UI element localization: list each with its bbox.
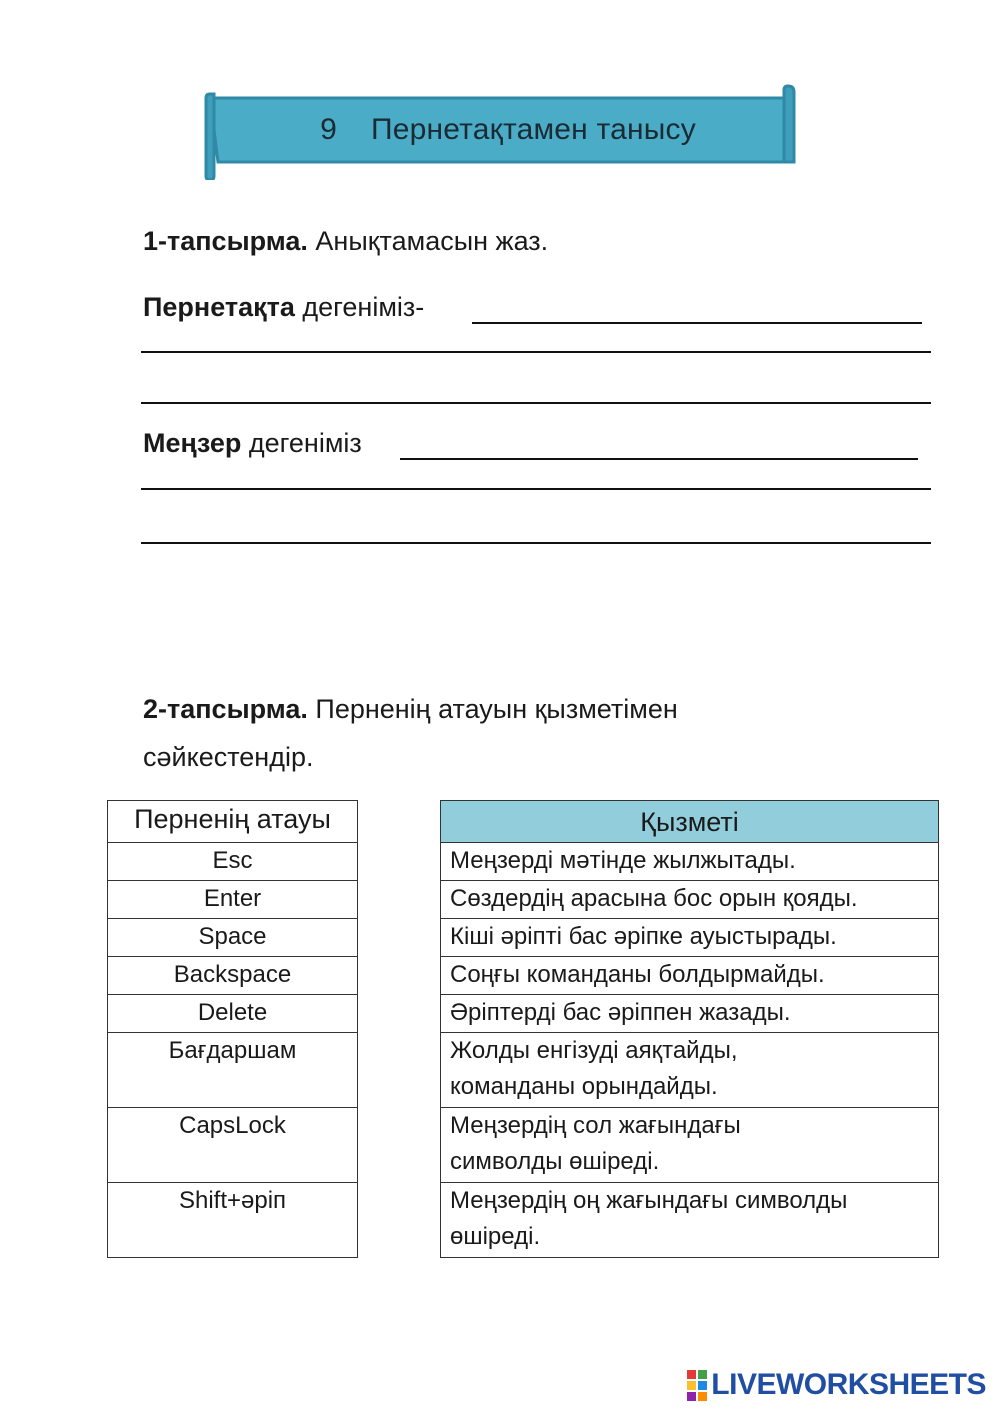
key-cell[interactable]: Backspace — [108, 957, 358, 995]
table-row[interactable] — [108, 1108, 358, 1183]
function-cell[interactable]: Меңзерді мәтінде жылжытады. — [441, 843, 939, 881]
function-line: өшіреді. — [450, 1223, 541, 1250]
function-cell[interactable]: Соңғы команданы болдырмайды. — [441, 957, 939, 995]
lesson-number: 9 — [320, 113, 337, 146]
answer-line-keyboard-1[interactable] — [472, 322, 922, 324]
logo-text: LIVEWORKSHEETS — [711, 1368, 986, 1401]
functions-header: Қызметі — [441, 801, 939, 843]
term-keyboard: Пернетақта — [143, 292, 295, 322]
function-cell[interactable]: Кіші әріпті бас әріпке ауыстырады. — [441, 919, 939, 957]
function-cell[interactable] — [441, 1108, 939, 1183]
table-row[interactable] — [441, 881, 939, 919]
table-row[interactable] — [441, 919, 939, 957]
term-cursor: Меңзер — [143, 428, 242, 458]
function-cell[interactable]: Әріптерді бас әріппен жазады. — [441, 995, 939, 1033]
key-cell[interactable]: Бағдаршам — [108, 1033, 358, 1108]
table-row[interactable] — [441, 1183, 939, 1258]
keys-header-row — [108, 801, 358, 843]
table-row[interactable] — [441, 843, 939, 881]
function-cell[interactable] — [441, 1033, 939, 1108]
functions-table — [440, 800, 939, 1258]
title-banner — [200, 84, 800, 180]
task1-text: Анықтамасын жаз. — [307, 226, 549, 256]
table-row[interactable] — [108, 957, 358, 995]
function-line: Меңзердің оң жағындағы символды — [450, 1187, 848, 1214]
key-cell[interactable]: Enter — [108, 881, 358, 919]
table-row[interactable] — [108, 1183, 358, 1258]
table-row[interactable] — [441, 1108, 939, 1183]
table-row[interactable] — [108, 1033, 358, 1108]
task2-label: 2-тапсырма. — [143, 694, 308, 724]
definition-cursor — [143, 428, 362, 459]
table-row[interactable] — [441, 1033, 939, 1108]
page-title — [228, 98, 788, 162]
table-row[interactable] — [108, 919, 358, 957]
term-keyboard-rest: дегеніміз- — [294, 292, 425, 322]
function-line: команданы орындайды. — [450, 1073, 718, 1100]
answer-line-cursor-1[interactable] — [400, 458, 918, 460]
function-cell[interactable] — [441, 1183, 939, 1258]
key-cell[interactable]: Delete — [108, 995, 358, 1033]
key-cell[interactable]: Shift+әріп — [108, 1183, 358, 1258]
term-cursor-rest: дегеніміз — [241, 428, 362, 458]
task1-label: 1-тапсырма. — [143, 226, 308, 256]
task2-heading-line2: сәйкестендір. — [143, 742, 314, 772]
table-row[interactable] — [108, 881, 358, 919]
function-cell[interactable]: Сөздердің арасына бос орын қояды. — [441, 881, 939, 919]
key-cell[interactable]: Esc — [108, 843, 358, 881]
task2-text: Перненің атауын қызметімен — [307, 694, 678, 724]
table-row[interactable] — [441, 995, 939, 1033]
key-cell[interactable]: Space — [108, 919, 358, 957]
table-row[interactable] — [441, 957, 939, 995]
task1-heading — [143, 226, 548, 257]
logo-grid-icon — [687, 1370, 707, 1401]
table-row[interactable] — [108, 995, 358, 1033]
task2-heading — [143, 694, 678, 725]
answer-line-cursor-2[interactable] — [141, 488, 931, 490]
answer-line-keyboard-3[interactable] — [141, 402, 931, 404]
function-line: Жолды енгізуді аяқтайды, — [450, 1037, 738, 1064]
liveworksheets-logo — [687, 1368, 986, 1402]
table-row[interactable] — [108, 843, 358, 881]
function-line: Меңзердің сол жағындағы — [450, 1112, 741, 1139]
key-cell[interactable]: CapsLock — [108, 1108, 358, 1183]
functions-header-row — [441, 801, 939, 843]
keys-header: Перненің атауы — [108, 801, 358, 843]
answer-line-cursor-3[interactable] — [141, 542, 931, 544]
lesson-title: Пернетақтамен танысу — [370, 113, 696, 146]
answer-line-keyboard-2[interactable] — [141, 351, 931, 353]
definition-keyboard — [143, 292, 424, 323]
function-line: символды өшіреді. — [450, 1148, 660, 1175]
keys-table — [107, 800, 358, 1258]
